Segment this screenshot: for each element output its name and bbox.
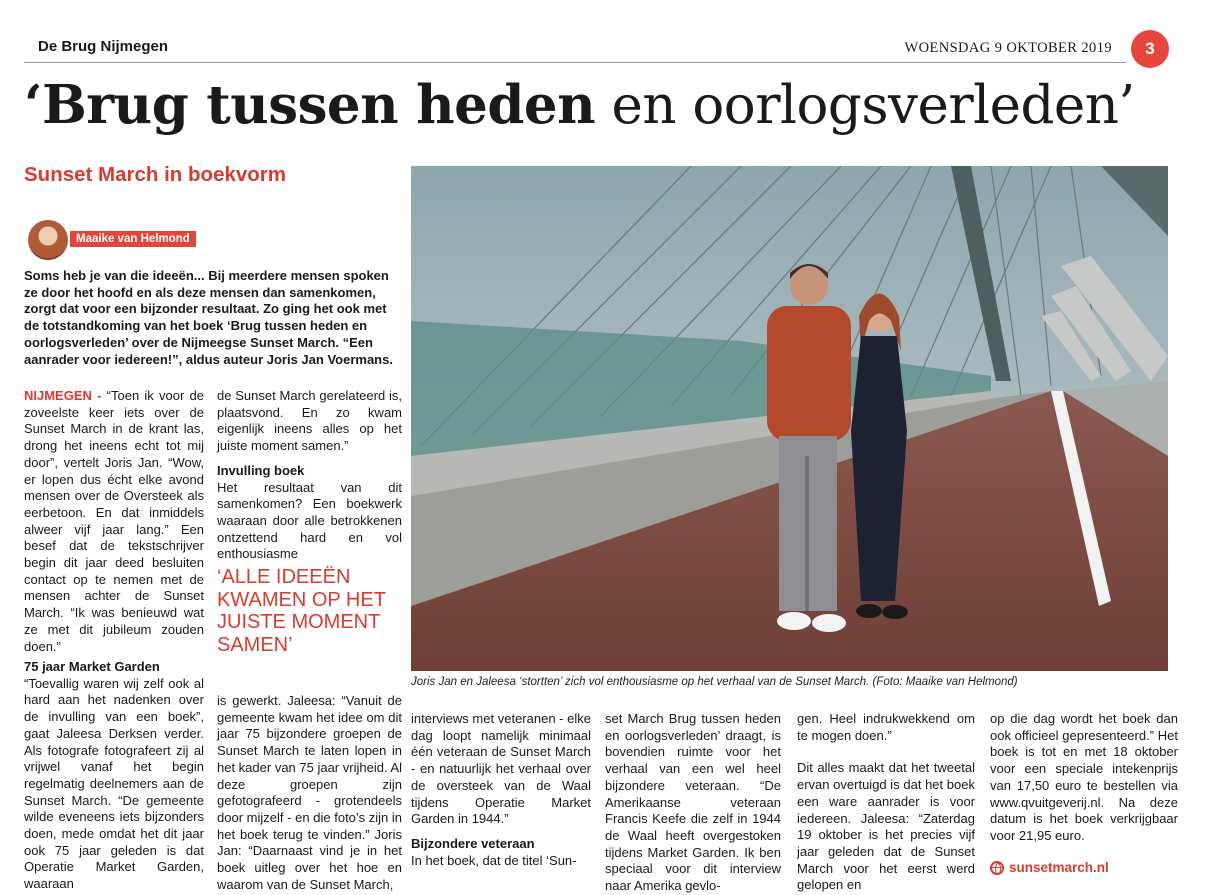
page-number-badge: 3 (1131, 30, 1169, 68)
dateline: WOENSDAG 9 OKTOBER 2019 (904, 40, 1112, 56)
column-6 (990, 711, 1178, 845)
column-2 (217, 388, 402, 563)
column-3-text: interviews met veteranen - elke dag loopt namelijk minimaal één veteraan de Sunset March - en natuurlijk het verhaal over de oversteek van de Waal tijdens Operatie Market Garden in 1944.” (411, 711, 591, 827)
headline-bold: ‘Brug tussen heden (24, 74, 596, 136)
pull-quote: ‘ALLE IDEEËN KWAMEN OP HET JUISTE MOMENT SAMEN’ (217, 566, 386, 656)
subhead: Sunset March in boekvorm (24, 163, 287, 186)
subheading-veteraan: Bijzondere veteraan (411, 835, 535, 851)
headline-light: en oorlogsverleden’ (611, 75, 1135, 136)
column-3 (411, 711, 591, 869)
column-2-text: de Sunset March gerelateerd is, plaatsvond. En zo kwam eigenlijk ineens alles op het juiste moment samen.” (217, 388, 402, 454)
column-1-text-2: “Toevallig waren wij zelf ook al hard aan het nadenken over de invulling van een boek”, gaat Jaleesa Derksen verder. Als fotografe fotografeert zij al vrijwel vanaf het begin regelmatig deelnemers aan de Sunset March. “De gemeente wilde eveneens iets bijzonders doen, mede omdat het dit jaar ook 75 jaar geleden is dat Operatie Market Garden, waaraan (24, 675, 204, 892)
column-2-lower (217, 693, 402, 893)
headline (24, 72, 1135, 139)
column-2-text-2: Het resultaat van dit samenkomen? Een boekwerk waaraan door alle betrokkenen ontzettend hard en vol enthousiasme (217, 479, 402, 562)
photo-caption: Joris Jan en Jaleesa ‘stortten’ zich vol enthousiasme op het verhaal van de Sunset March. (Foto: Maaike van Helmond) (411, 676, 1018, 688)
author-byline: Maaike van Helmond (70, 231, 196, 247)
header-rule (24, 62, 1126, 63)
masthead: De Brug Nijmegen (38, 38, 169, 55)
column-5 (797, 711, 975, 894)
column-1-lower (24, 659, 204, 893)
subheading-invulling: Invulling boek (217, 462, 305, 478)
location-kicker: NIJMEGEN - (24, 388, 102, 403)
column-3-text-2: In het boek, dat de titel ‘Sun- (411, 852, 577, 868)
column-1-text: “Toen ik voor de zoveelste keer iets over de Sunset March in de krant las, drong het ineens echt tot mij door”, vertelt Joris Jan. “Wow, er lopen dus écht elke avond mensen over de Oversteek als eerbetoon. En dat inmiddels alweer vijf jaar lang.” Een besef dat de tekstschrijver begin dit jaar deed besluiten contact op te nemen met de mensen achter de Sunset March. “Ik was benieuwd wat ze met dit jubileum zouden doen.” (24, 388, 204, 654)
column-5-text: gen. Heel indrukwekkend om te mogen doen.” (797, 711, 975, 743)
lead-paragraph: Soms heb je van die ideeën... Bij meerdere mensen spoken ze door het hoofd en als deze mensen dan samenkomen, zorgt dat voor een bijzonder resultaat. Zo ging het ook met de totstandkoming van het boek ‘Brug tussen heden en oorlogsverleden’ over de Nijmeegse Sunset March. “Een aanrader voor iedereen!”, aldus auteur Joris Jan Voermans. (24, 268, 393, 367)
article-photo (411, 166, 1168, 671)
column-5-text-2: Dit alles maakt dat het tweetal ervan overtuigd is dat het boek een ware aanrader is voor iedereen. Jaleesa: “Zaterdag 19 oktober is het precies vijf jaar geleden dat de Sunset March voor het eerst werd gelopen en (797, 760, 975, 893)
column-4 (605, 711, 781, 895)
website-link-text[interactable]: sunsetmarch.nl (1009, 860, 1109, 875)
column-4-text: set March Brug tussen heden en oorlogsverleden’ draagt, is bovendien ruimte voor het verhaal van een wel heel bijzondere veteraan. “De Amerikaanse veteraan Francis Keefe die zelf in 1944 de Waal heeft overgestoken tijdens Market Garden. Ik ben speciaal voor dit interview naar Amerika gevlo- (605, 711, 781, 894)
website-link[interactable] (990, 860, 1109, 875)
globe-icon (990, 861, 1004, 875)
subheading-market-garden: 75 jaar Market Garden (24, 659, 160, 674)
bridge-photo-illustration (411, 166, 1168, 671)
author-avatar (28, 220, 68, 260)
column-1 (24, 388, 204, 655)
column-6-text: op die dag wordt het boek dan ook officieel gepresenteerd.” Het boek is tot en met 18 oktober voor een speciale intekenprijs van 17,50 euro te bestellen via www.qvuitgeverij.nl. Na deze datum is het boek verkrijgbaar voor 21,95 euro. (990, 711, 1178, 843)
column-2-text-3: is gewerkt. Jaleesa: “Vanuit de gemeente kwam het idee om dit jaar 75 bijzondere groepen de Sunset March te laten lopen in het kader van 75 jaar vrijheid. Al deze groepen zijn gefotografeerd - grotendeels door mijzelf - en die foto’s zijn in het boek terug te vinden.” Joris Jan: “Daarnaast vind je in het boek uitleg over het hoe en waarom van de Sunset March, (217, 693, 402, 892)
